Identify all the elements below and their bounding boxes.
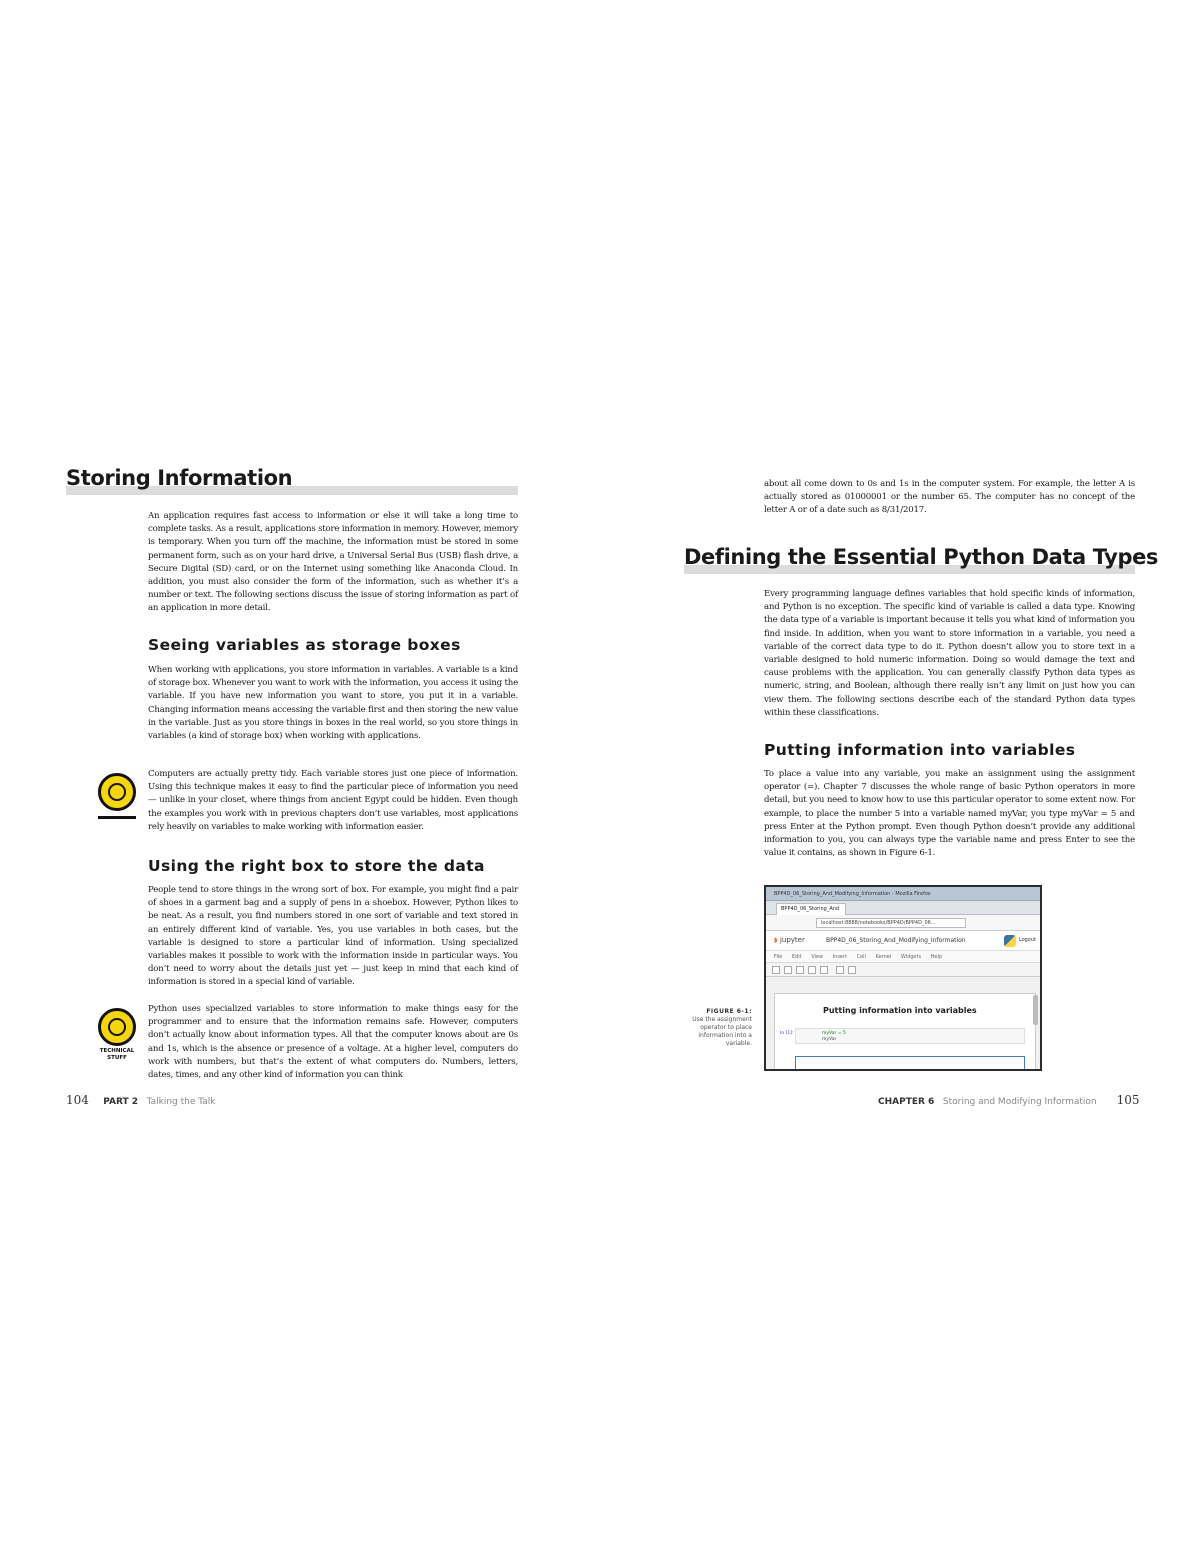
section-heading: Using the right box to store the data <box>148 857 485 875</box>
empty-cell[interactable] <box>795 1056 1025 1070</box>
window-title: BPP4D_06_Storing_And_Modifying_Information - Mozilla Firefox <box>766 887 1040 901</box>
save-icon[interactable] <box>772 966 780 974</box>
section-paragraph: People tend to store things in the wrong sort of box. For example, you might find a pair of shoes in a garment bag and a supply of pens in a shoebox. However, Python likes to be neat. As a result, you find numbers stored in one sort of variable and text stored in an entirely different kind of variable. Yes, you use variables in both cases, but the variable is designed to store a particular kind of information. Using specialized variables makes it possible to work with the information inside in particular ways. You don’t need to worry about the details just yet — just keep in mind that each kind of information is stored in a special kind of variable. <box>148 885 518 988</box>
stop-icon[interactable] <box>848 966 856 974</box>
copy-icon[interactable] <box>808 966 816 974</box>
run-icon[interactable] <box>836 966 844 974</box>
section-paragraph: When working with applications, you store information in variables. A variable is a kind of storage box. Whenever you want to work with the information, you access it using the variable. If you have new information you want to store, you put it in a variable. Changing information means accessing the variable first and then storing the new value in the variable. Just as you store things in boxes in the real world, so you store things in variables (a kind of storage box) when working with applications. <box>148 665 518 742</box>
add-cell-icon[interactable] <box>784 966 792 974</box>
notebook-name[interactable]: BPP4D_06_Storing_And_Modifying_Information <box>826 937 966 944</box>
address-bar <box>766 915 1040 931</box>
page-footer <box>878 1093 1140 1107</box>
intro-paragraph: Every programming language defines variables that hold specific kinds of information, and Python is no exception. The specific kind of variable is called a data type. Knowing the data type of a variable is important because it tells you what kind of information you find inside. In addition, when you want to store information in a variable, you need a variable of the correct data type to do it. Python doesn’t allow you to store text in a variable designed to hold numeric information. Doing so would damage the text and cause problems with the application. You can generally classify Python data types as numeric, string, and Boolean, although there really isn’t any limit on just how you can view them. The following sections describe each of the standard Python data types within these classifications. <box>764 589 1135 718</box>
jupyter-logo: ◗ jupyter <box>774 936 805 944</box>
notebook-menu[interactable]: File Edit View Insert Cell Kernel Widgets Help <box>766 951 1040 963</box>
python-logo-icon <box>1004 935 1016 947</box>
notebook-area <box>774 993 1036 1071</box>
paste-icon[interactable] <box>820 966 828 974</box>
page-number: 104 <box>66 1093 89 1107</box>
right-page <box>600 0 1200 1553</box>
cut-icon[interactable] <box>796 966 804 974</box>
notebook-toolbar <box>766 963 1040 977</box>
chapter-title: Storing and Modifying Information <box>942 1097 1097 1107</box>
page-heading: Storing Information <box>66 466 293 490</box>
figure-caption-text: Use the assignment operator to place information into a variable. <box>692 1016 752 1047</box>
jupyter-header <box>766 931 1040 951</box>
page-heading: Defining the Essential Python Data Types <box>684 545 1159 569</box>
figure-label: FIGURE 6-1: <box>706 1008 752 1015</box>
technical-stuff-icon <box>98 1008 136 1046</box>
browser-tab[interactable]: BPP4D_06_Storing_And <box>776 903 846 915</box>
section-paragraph: To place a value into any variable, you make an assignment using the assignment operator (=). Chapter 7 discusses the whole range of basic Python operators in more detail, but you need to know how to use this particular operator to some extent now. For example, to place the number 5 into a variable named myVar, you type myVar = 5 and press Enter at the Python prompt. Even though Python doesn’t provide any additional information to you, you can always type the variable name and press Enter to see the value it contains, as shown in Figure 6-1. <box>764 769 1135 859</box>
cell-prompt: In [1]: <box>780 1031 794 1036</box>
icon-underline <box>98 816 136 819</box>
page-number: 105 <box>1116 1093 1140 1107</box>
section-heading: Seeing variables as storage boxes <box>148 636 461 654</box>
remember-note: Computers are actually pretty tidy. Each variable stores just one piece of information. Using this technique makes it easy to find the particular piece of information you need — unlike in your closet, where things from ancient Egypt could be hidden. Even though the examples you work with in previous chapters don’t use variables, most applications rely heavily on variables to make working with information easier. <box>148 769 518 832</box>
part-title: Talking the Talk <box>146 1097 216 1107</box>
section-heading: Putting information into variables <box>764 741 1076 759</box>
intro-paragraph: An application requires fast access to information or else it will take a long time to complete tasks. As a result, applications store information in memory. However, memory is temporary. When you turn off the machine, the information must be stored in some permanent form, such as on your hard drive, a Universal Serial Bus (USB) flash drive, a Secure Digital (SD) card, or on the Internet using something like Anaconda Cloud. In addition, you must also consider the form of the information, such as whether it’s a number or text. The following sections discuss the issue of storing information as part of an application in more detail. <box>148 511 518 614</box>
browser-tab-bar <box>766 901 1040 915</box>
scrollbar[interactable] <box>1033 995 1038 1025</box>
url-input[interactable]: localhost:8888/notebooks/BPP4D/BPP4D_06... <box>816 918 966 928</box>
notebook-title: Putting information into variables <box>823 1006 977 1015</box>
figure-screenshot <box>764 885 1042 1071</box>
figure-caption <box>684 1008 752 1048</box>
logout-button[interactable]: Logout <box>1018 937 1036 943</box>
chapter-label: CHAPTER 6 <box>878 1097 935 1107</box>
continued-paragraph: about all come down to 0s and 1s in the computer system. For example, the letter A is actually stored as 01000001 or the number 65. The computer has no concept of the letter A or of a date such as 8/31/2017. <box>764 479 1135 516</box>
remember-icon <box>98 773 136 811</box>
page-footer <box>66 1093 216 1107</box>
technical-note: Python uses specialized variables to store information to make things easy for the programmer and to ensure that the information remains safe. However, computers don’t actually know about information types. All that the computer knows about are 0s and 1s, which is the absence or presence of a voltage. At a higher level, computers do work with numbers, but that’s the extent of what computers do. Numbers, letters, dates, times, and any other kind of information you can think <box>148 1004 518 1081</box>
part-label: PART 2 <box>103 1097 139 1107</box>
code-cell[interactable] <box>780 1028 1025 1044</box>
cell-code: myVar = 5 myVar <box>822 1031 846 1042</box>
technical-stuff-label: TECHNICAL STUFF <box>99 1048 135 1061</box>
